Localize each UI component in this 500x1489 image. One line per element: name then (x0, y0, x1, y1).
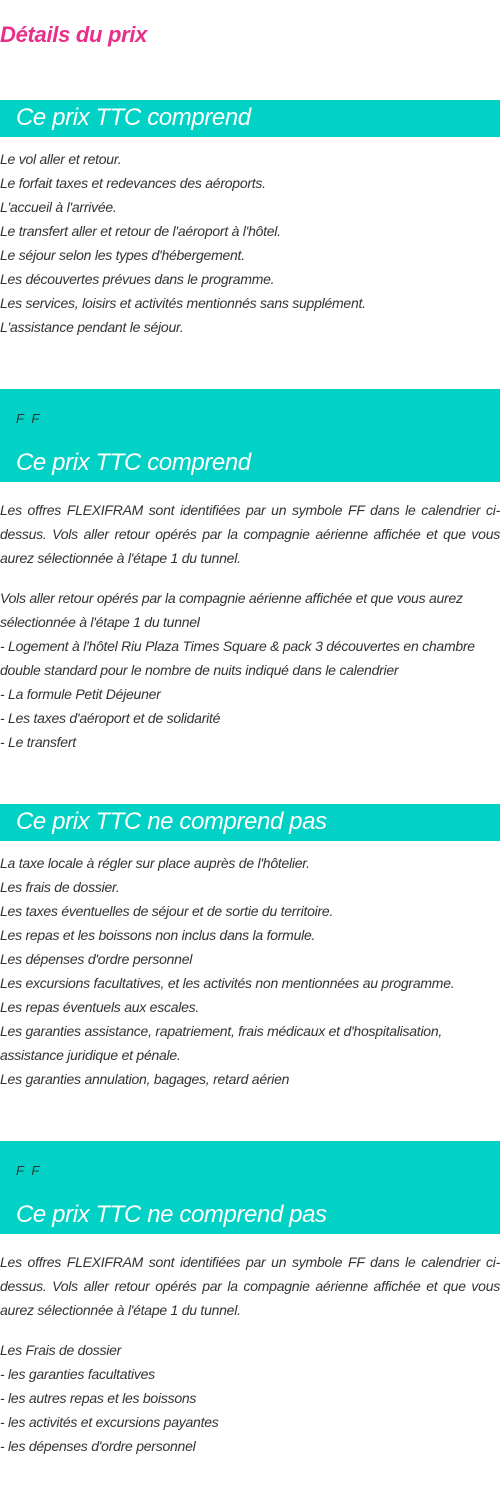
list-item: Les dépenses d'ordre personnel (0, 951, 193, 967)
list-item: Les excursions facultatives, et les activités non mentionnées au programme. (0, 975, 455, 991)
section-banner-ff-included (0, 389, 500, 482)
section-heading: Ce prix TTC ne comprend pas (16, 808, 327, 835)
ff-code: F F (16, 1163, 42, 1178)
list-item: Le séjour selon les types d'hébergement. (0, 247, 245, 263)
list-item: - Les taxes d'aéroport et de solidarité (0, 710, 221, 726)
list-item: L'assistance pendant le séjour. (0, 319, 184, 335)
list-item: Les repas et les boissons non inclus dans la formule. (0, 927, 316, 943)
ff-intro-paragraph: Les offres FLEXIFRAM sont identifiées par un symbole FF dans le calendrier ci-dessus. Vols aller retour opérés par la compagnie aérienne affichée et que vous aurez sélectionnée à l'étape 1 du tunnel. (0, 1254, 500, 1318)
list-item: Les services, loisirs et activités mentionnés sans supplément. (0, 295, 366, 311)
ff-intro-paragraph: Les offres FLEXIFRAM sont identifiées par un symbole FF dans le calendrier ci-dessus. Vols aller retour opérés par la compagnie aérienne affichée et que vous aurez sélectionnée à l'étape 1 du tunnel. (0, 502, 500, 566)
section-banner-ff-not-included (0, 1141, 500, 1234)
list-item: Les frais de dossier. (0, 879, 120, 895)
list-item: Le forfait taxes et redevances des aéroports. (0, 175, 266, 191)
section-heading: Ce prix TTC comprend (16, 449, 251, 476)
list-item: La taxe locale à régler sur place auprès de l'hôtelier. (0, 855, 310, 871)
list-item: Les taxes éventuelles de séjour et de sortie du territoire. (0, 903, 334, 919)
page-title: Détails du prix (0, 22, 148, 47)
section-banner-not-included (0, 804, 500, 841)
list-item: - les autres repas et les boissons (0, 1390, 197, 1406)
list-item: - les activités et excursions payantes (0, 1414, 219, 1430)
not-included-list (0, 851, 500, 1091)
section-heading: Ce prix TTC comprend (16, 104, 251, 131)
list-item: Vols aller retour opérés par la compagnie aérienne affichée et que vous aurez sélectionnée à l'étape 1 du tunnel (0, 590, 463, 630)
list-item: - La formule Petit Déjeuner (0, 686, 161, 702)
ff-code: F F (16, 411, 42, 426)
ff-not-included-list (0, 1338, 500, 1458)
list-item: Les repas éventuels aux escales. (0, 999, 200, 1015)
list-item: L'accueil à l'arrivée. (0, 199, 117, 215)
section-banner-included (0, 100, 500, 137)
list-item: Les garanties annulation, bagages, retard aérien (0, 1071, 290, 1087)
section-heading: Ce prix TTC ne comprend pas (16, 1201, 327, 1228)
list-item: - les garanties facultatives (0, 1366, 155, 1382)
list-item: Les garanties assistance, rapatriement, frais médicaux et d'hospitalisation, assistance juridique et pénale. (0, 1023, 443, 1063)
list-item: Le transfert aller et retour de l'aéroport à l'hôtel. (0, 223, 281, 239)
list-item: Les Frais de dossier (0, 1342, 122, 1358)
list-item: - Logement à l'hôtel Riu Plaza Times Square & pack 3 découvertes en chambre double standard pour le nombre de nuits indiqué dans le calendrier (0, 638, 475, 678)
ff-included-list (0, 586, 500, 754)
list-item: Le vol aller et retour. (0, 151, 122, 167)
included-list (0, 147, 500, 339)
list-item: Les découvertes prévues dans le programme. (0, 271, 275, 287)
list-item: - les dépenses d'ordre personnel (0, 1438, 196, 1454)
list-item: - Le transfert (0, 734, 76, 750)
